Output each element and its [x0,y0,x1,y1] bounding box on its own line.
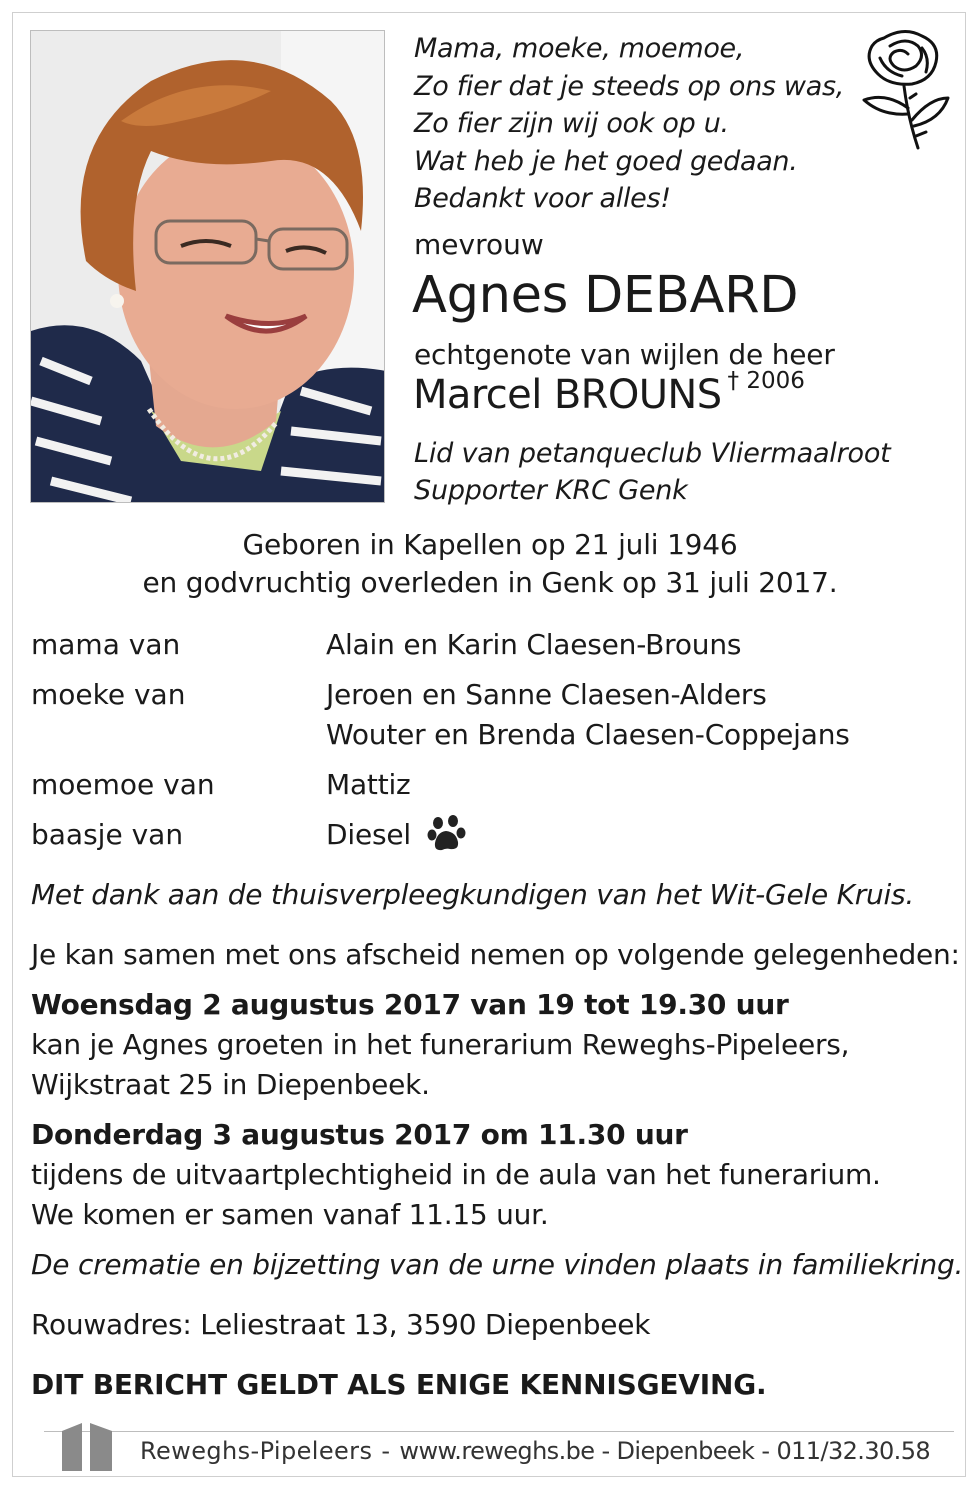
footer-divider [44,1431,954,1432]
spouse-death-year: † 2006 [727,367,805,394]
mourning-address: Rouwadres: Leliestraat 13, 3590 Diepenbeek [31,1308,651,1341]
poem-line: Zo fier zijn wij ook op u. [414,108,729,140]
event-heading: Donderdag 3 augustus 2017 om 11.30 uur [31,1118,688,1151]
memberships [414,435,891,509]
footer-website[interactable]: www.reweghs.be [399,1437,595,1465]
notice: DIT BERICHT GELDT ALS ENIGE KENNISGEVING. [31,1368,767,1401]
poem-line: Zo fier dat je steeds op ons was, [414,70,845,102]
poem [414,30,844,218]
family-label: moeke van [31,678,186,711]
deceased-name: Agnes DEBARD [412,266,799,325]
event-line: tijdens de uitvaartplechtigheid in de aula van het funerarium. [31,1158,881,1191]
family-member: Alain en Karin Claesen-Brouns [326,628,742,661]
portrait-photo [30,30,385,503]
family-label: mama van [31,628,181,661]
family-member: Diesel [326,818,411,851]
paw-icon [426,814,468,854]
membership-line: Lid van petanqueclub Vliermaalroot [414,438,891,469]
spouse-relation: echtgenote van wijlen de heer [414,338,835,371]
family-member: Mattiz [326,768,411,801]
spouse [413,367,805,418]
footer-company: Reweghs-Pipeleers [140,1437,373,1465]
portrait-illustration [31,31,385,503]
event-line: We komen er samen vanaf 11.15 uur. [31,1198,549,1231]
family-member: Jeroen en Sanne Claesen-Alders [326,678,767,711]
footer: Reweghs-Pipeleers - www.reweghs.be - Diepenbeek - 011/32.30.58 [140,1437,931,1465]
poem-line: Mama, moeke, moemoe, [414,33,745,64]
farewell-intro: Je kan samen met ons afscheid nemen op volgende gelegenheden: [31,938,960,971]
event-line: kan je Agnes groeten in het funerarium Reweghs-Pipeleers, [31,1028,850,1061]
membership-line: Supporter KRC Genk [414,475,688,506]
rose-icon [856,28,952,152]
thanks-note: Met dank aan de thuisverpleegkundigen van het Wit-Gele Kruis. [31,878,914,911]
footer-phone[interactable]: 011/32.30.58 [776,1437,931,1465]
event-heading: Woensdag 2 augustus 2017 van 19 tot 19.30 uur [31,988,789,1021]
family-label: baasje van [31,818,184,851]
spouse-name: Marcel BROUNS [413,372,722,418]
cremation-note: De crematie en bijzetting van de urne vinden plaats in familiekring. [31,1248,964,1281]
footer-town: Diepenbeek [616,1437,755,1465]
poem-line: Wat heb je het goed gedaan. [414,145,798,177]
family-label: moemoe van [31,768,215,801]
death-line: en godvruchtig overleden in Genk op 31 juli 2017. [142,566,838,599]
event-line: Wijkstraat 25 in Diepenbeek. [31,1068,430,1101]
honorific: mevrouw [414,228,544,261]
footer-separator: - [381,1437,391,1465]
family-member: Wouter en Brenda Claesen-Coppejans [326,718,850,751]
birth-line: Geboren in Kapellen op 21 juli 1946 [242,528,738,561]
funeral-home-logo [60,1419,114,1471]
poem-line: Bedankt voor alles! [414,183,671,215]
